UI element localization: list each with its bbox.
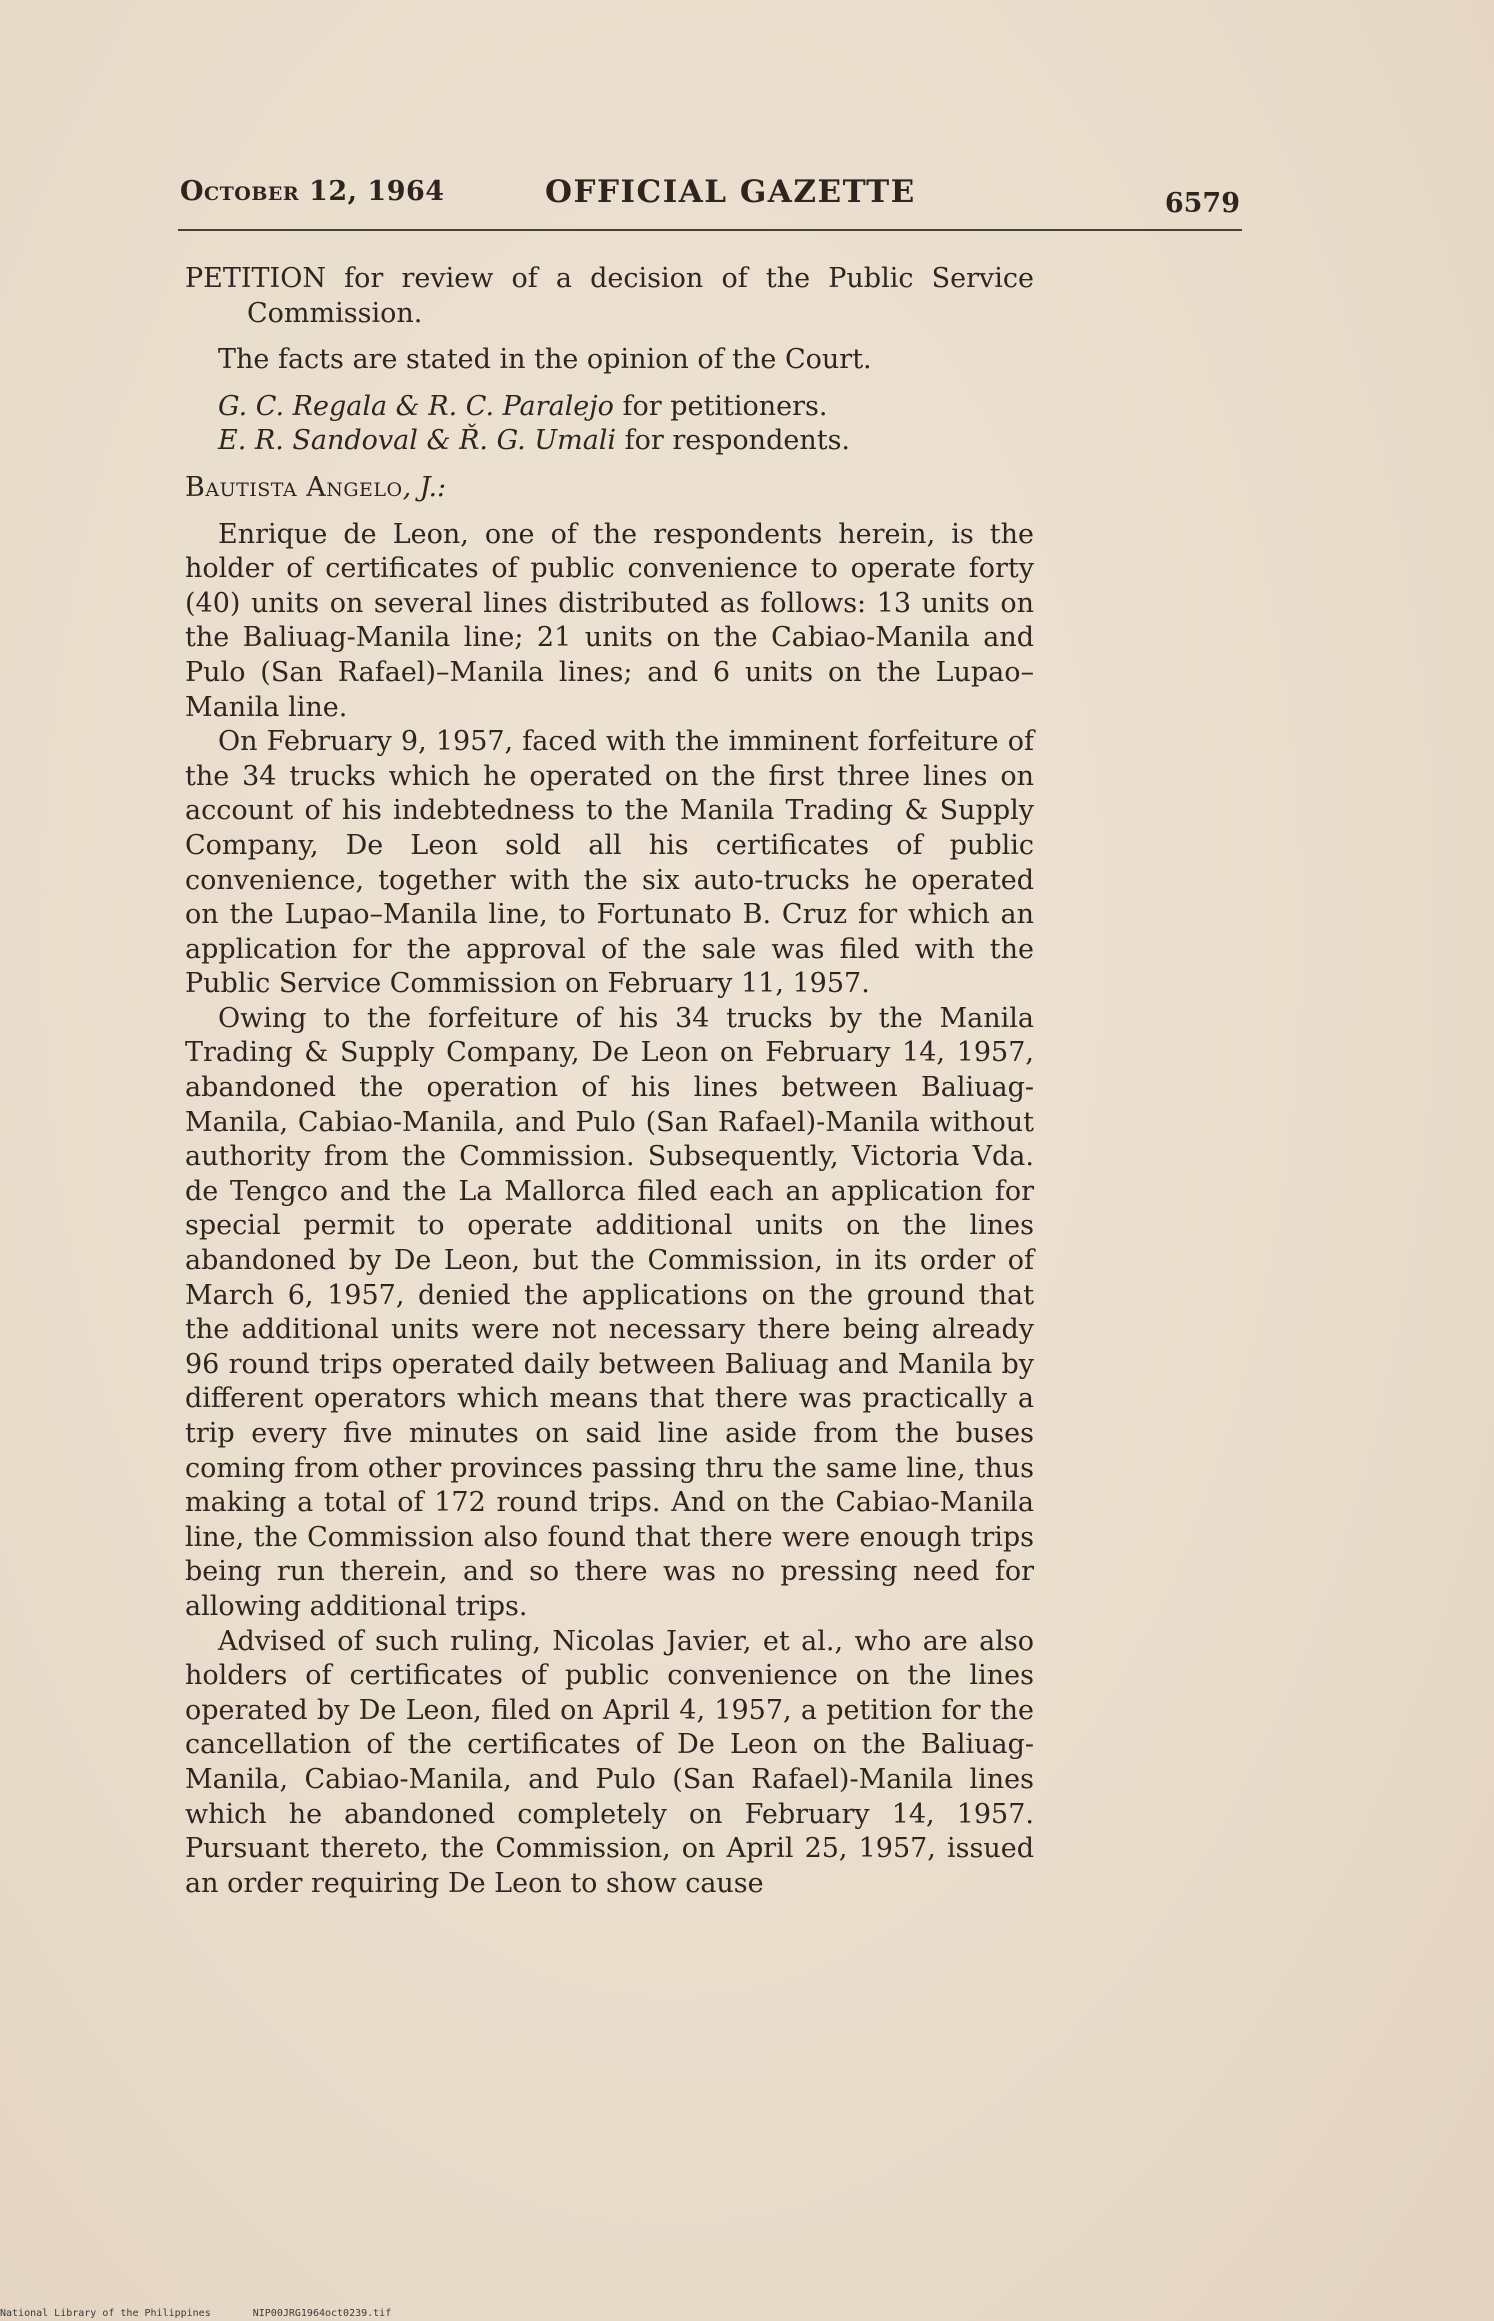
justice-byline bbox=[185, 471, 1034, 506]
counsel-block bbox=[185, 390, 1034, 459]
counsel-role: for petitioners. bbox=[613, 390, 828, 422]
paragraph: Owing to the forfeiture of his 34 trucks by the Manila Trading & Supply Company, De Leon on February 14, 1957, abandoned the operation of his lines between Baliuag-Manila, Cabiao-Manila, and Pulo (San Rafael)-Manila without authority from the Commission. Subsequently, Victoria Vda. de Tengco and the La Mallorca filed each an application for special permit to operate additional units on the lines abandoned by De Leon, but the Commission, in its order of March 6, 1957, denied the applications on the ground that the additional units were not necessary there being already 96 round trips operated daily between Baliuag and Manila by different operators which means that there was practically a trip every five minutes on said line aside from the buses coming from other provinces passing thru the same line, thus making a total of 172 round trips. And on the Cabiao-Manila line, the Commission also found that there were enough trips being run therein, and so there was no pressing need for allowing additional trips. bbox=[185, 1002, 1034, 1622]
counsel-role: for respondents. bbox=[616, 425, 851, 457]
library-credit: National Library of the Philippines bbox=[0, 2308, 211, 2319]
counsel-respondents bbox=[185, 424, 1034, 459]
publication-title: OFFICIAL GAZETTE bbox=[545, 174, 916, 210]
paragraph: Advised of such ruling, Nicolas Javier, et al., who are also holders of certificates of public convenience on the lines operated by De Leon, filed on April 4, 1957, a petition for the cancellation of the certificates of De Leon on the Baliuag-Manila, Cabiao-Manila, and Pulo (San Rafael)-Manila lines which he abandoned completely on February 14, 1957. Pursuant thereto, the Commission, on April 25, 1957, issued an order requiring De Leon to show cause bbox=[185, 1625, 1034, 1899]
scan-footer bbox=[0, 2308, 427, 2319]
counsel-petitioners bbox=[185, 390, 1034, 425]
counsel-names: E. R. Sandoval & Ř. G. Umali bbox=[218, 425, 617, 457]
header-rule bbox=[178, 229, 1242, 231]
scan-filename: NIP00JRG1964oct0239.tif bbox=[252, 2308, 392, 2319]
paragraph: Enrique de Leon, one of the respondents herein, is the holder of certificates of public convenience to operate forty (40) units on several lines distributed as follows: 13 units on the Baliuag-Manila line; 21 units on the Cabiao-Manila and Pulo (San Rafael)–Manila lines; and 6 units on the Lupao–Manila line. bbox=[185, 518, 1034, 723]
counsel-names: G. C. Regala & R. C. Paralejo bbox=[218, 390, 614, 422]
page-number: 6579 bbox=[1164, 188, 1240, 219]
running-header bbox=[180, 176, 1240, 222]
petition-line: PETITION for review of a decision of the Public Service Commission. bbox=[185, 263, 1034, 329]
justice-name: Bautista Angelo bbox=[185, 471, 403, 503]
paragraph: On February 9, 1957, faced with the imminent forfeiture of the 34 trucks which he operated on the first three lines on account of his indebtedness to the Manila Trading & Supply Company, De Leon sold all his certificates of public convenience, together with the six auto-trucks he operated on the Lupao–Manila line, to Fortunato B. Cruz for which an application for the approval of the sale was filed with the Public Service Commission on February 11, 1957. bbox=[185, 726, 1034, 1000]
facts-line: The facts are stated in the opinion of the Court. bbox=[218, 344, 872, 376]
page-body bbox=[185, 262, 1034, 1901]
issue-date: October 12, 1964 bbox=[180, 176, 445, 207]
justice-suffix: , J.: bbox=[402, 471, 447, 503]
